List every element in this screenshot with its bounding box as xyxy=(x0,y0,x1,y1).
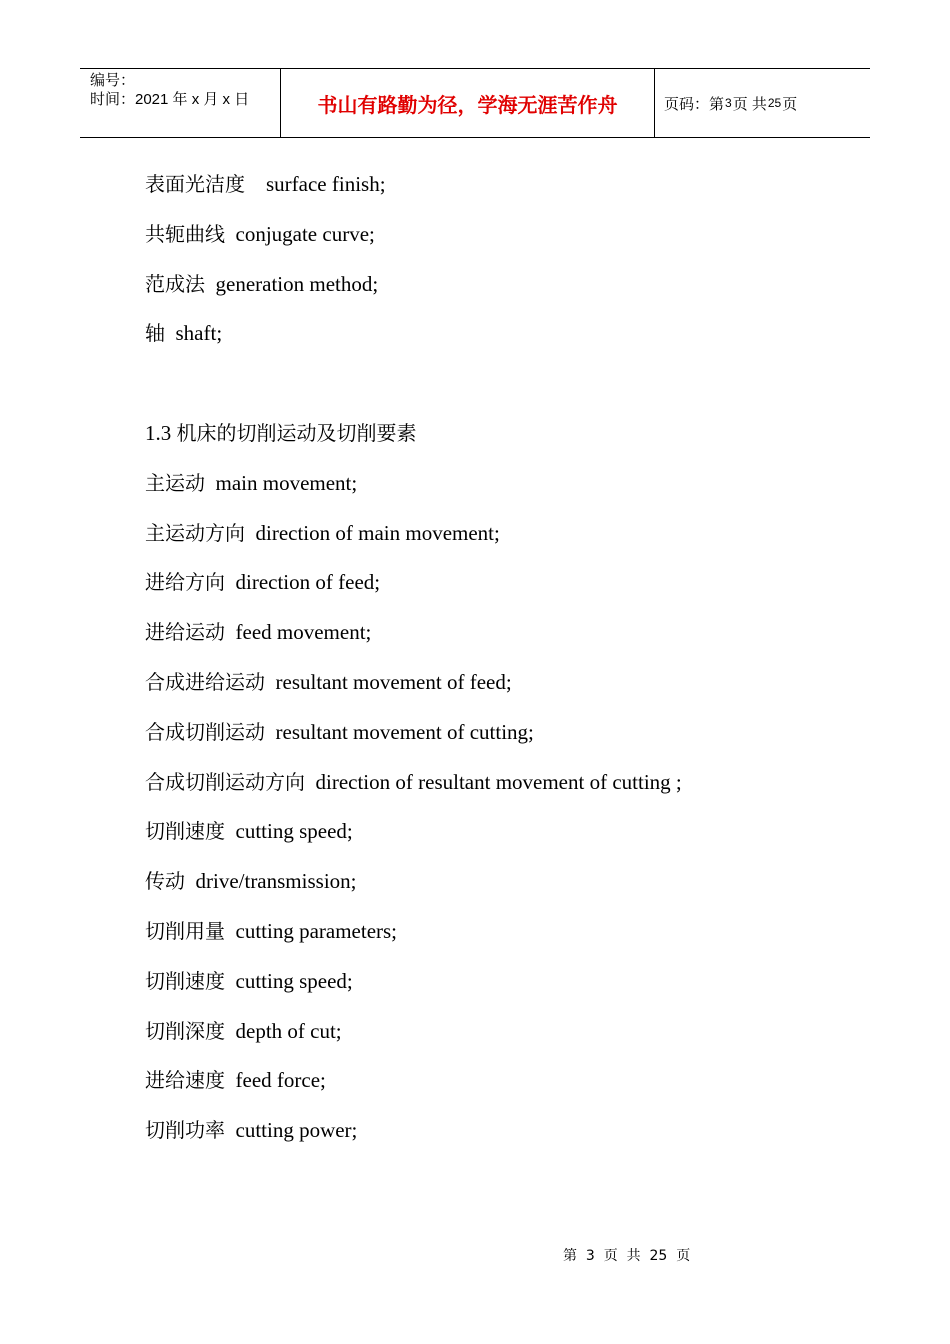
term-english: feed movement; xyxy=(235,620,372,645)
term-separator xyxy=(265,670,276,694)
glossary-entry xyxy=(145,566,865,616)
term-chinese: 轴 xyxy=(145,321,165,346)
section-heading xyxy=(145,417,865,467)
glossary-entry xyxy=(145,467,865,517)
glossary-entry xyxy=(145,965,865,1015)
glossary-entry xyxy=(145,766,865,816)
glossary-entry xyxy=(145,915,865,965)
term-separator xyxy=(225,919,236,943)
glossary-entry xyxy=(145,268,865,318)
term-separator xyxy=(245,172,266,196)
term-english: resultant movement of feed; xyxy=(275,669,512,694)
term-english: direction of main movement; xyxy=(255,520,500,545)
blank-line xyxy=(145,367,865,417)
term-chinese: 共轭曲线 xyxy=(145,221,225,246)
term-chinese: 合成切削运动方向 xyxy=(145,769,305,794)
header-page-cell xyxy=(655,69,870,137)
term-english: generation method; xyxy=(215,271,379,296)
term-english: direction of feed; xyxy=(235,570,381,595)
page-prefix: 页码：第 xyxy=(664,95,725,113)
document-number-label: 编号： xyxy=(90,72,136,89)
glossary-entry xyxy=(145,616,865,666)
term-separator xyxy=(225,1068,236,1092)
glossary-entry xyxy=(145,1064,865,1114)
term-english: conjugate curve; xyxy=(235,221,375,246)
term-separator xyxy=(225,222,236,246)
term-separator xyxy=(225,620,236,644)
term-separator xyxy=(225,819,236,843)
glossary-entry xyxy=(145,317,865,367)
header-meta-cell xyxy=(80,69,281,137)
term-separator xyxy=(165,321,176,345)
term-separator xyxy=(205,471,216,495)
term-separator xyxy=(225,1118,236,1142)
term-chinese: 进给方向 xyxy=(145,570,225,595)
term-chinese: 切削速度 xyxy=(145,819,225,844)
term-chinese: 范成法 xyxy=(145,271,205,296)
term-english: cutting parameters; xyxy=(235,918,398,943)
glossary-entry xyxy=(145,666,865,716)
term-chinese: 主运动方向 xyxy=(145,520,245,545)
header-motto-cell xyxy=(281,69,655,137)
term-separator xyxy=(225,1019,236,1043)
glossary-entry xyxy=(145,865,865,915)
page-total: 25 xyxy=(767,96,782,110)
section-title: 机床的切削运动及切削要素 xyxy=(176,420,417,445)
page-suffix: 页 xyxy=(782,95,798,113)
term-chinese: 切削速度 xyxy=(145,968,225,993)
term-separator xyxy=(225,570,236,594)
term-english: shaft; xyxy=(175,321,223,346)
page-current: 3 xyxy=(725,96,732,110)
term-chinese: 切削用量 xyxy=(145,918,225,943)
glossary-entry xyxy=(145,1114,865,1164)
glossary-entry xyxy=(145,168,865,218)
document-date-label: 时间：2021 年 x 月 x 日 xyxy=(90,91,250,108)
term-chinese: 进给运动 xyxy=(145,620,225,645)
glossary-entry xyxy=(145,716,865,766)
term-chinese: 切削深度 xyxy=(145,1018,225,1043)
term-english: cutting power; xyxy=(235,1118,358,1143)
term-english: main movement; xyxy=(215,470,358,495)
term-separator xyxy=(225,969,236,993)
term-chinese: 主运动 xyxy=(145,470,205,495)
glossary-entry xyxy=(145,517,865,567)
glossary-list xyxy=(145,168,865,1164)
term-english: feed force; xyxy=(235,1068,326,1093)
term-chinese: 表面光洁度 xyxy=(145,172,245,196)
glossary-entry xyxy=(145,1015,865,1065)
term-chinese: 进给速度 xyxy=(145,1068,225,1093)
term-separator xyxy=(185,869,196,893)
term-separator xyxy=(265,720,276,744)
term-chinese: 合成切削运动 xyxy=(145,719,265,744)
header-motto: 书山有路勤为径，学海无涯苦作舟 xyxy=(317,92,618,117)
term-chinese: 传动 xyxy=(145,869,185,894)
footer-page-number: 第 3 页 共 25 页 xyxy=(563,1248,691,1264)
glossary-entry xyxy=(145,815,865,865)
section-number: 1.3 xyxy=(145,420,177,445)
term-english: resultant movement of cutting; xyxy=(275,719,534,744)
term-separator xyxy=(245,521,256,545)
term-chinese: 合成进给运动 xyxy=(145,669,265,694)
glossary-entry xyxy=(145,218,865,268)
page-mid: 页 共 xyxy=(732,95,767,113)
term-english: cutting speed; xyxy=(235,968,353,993)
term-english: direction of resultant movement of cutting ; xyxy=(315,769,682,794)
term-english: surface finish; xyxy=(266,172,386,196)
term-separator xyxy=(305,770,316,794)
term-english: cutting speed; xyxy=(235,819,353,844)
term-english: drive/transmission; xyxy=(195,869,357,894)
term-chinese: 切削功率 xyxy=(145,1118,225,1143)
term-separator xyxy=(205,272,216,296)
term-english: depth of cut; xyxy=(235,1018,342,1043)
document-header xyxy=(80,68,870,138)
